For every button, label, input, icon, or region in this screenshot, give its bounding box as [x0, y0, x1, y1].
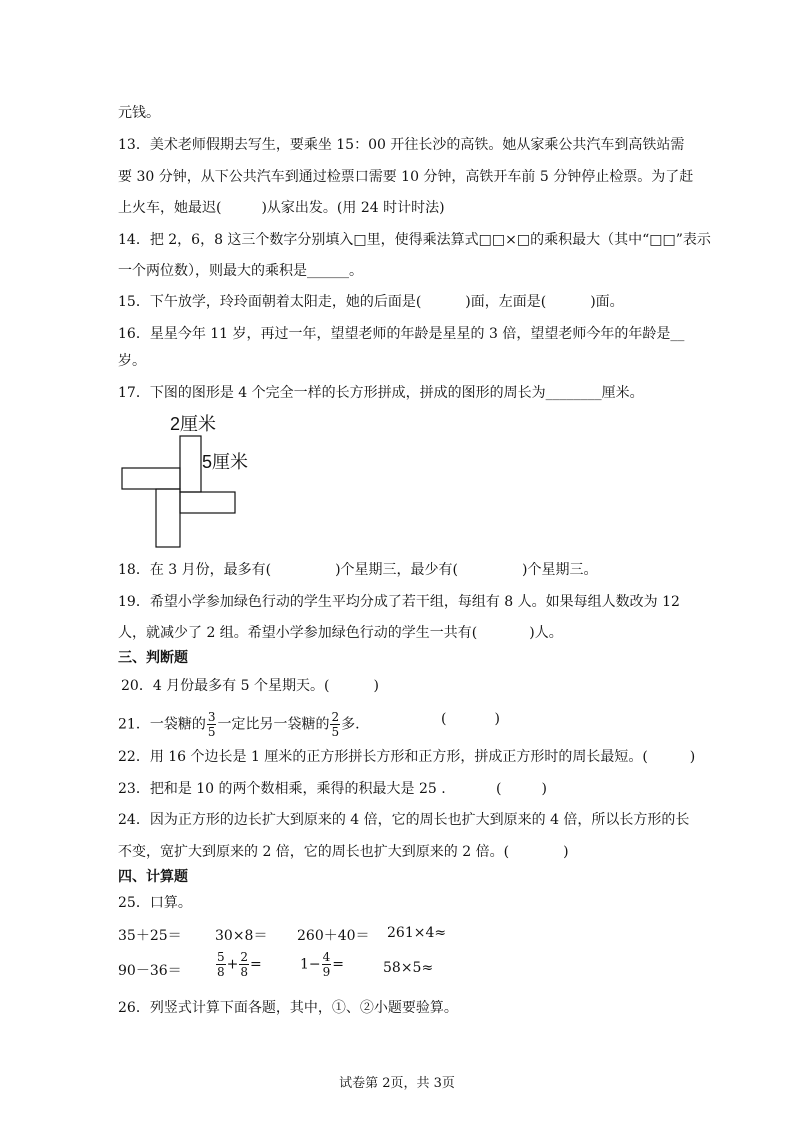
q20-text: 20．4 月份最多有 5 个星期天。( — [121, 678, 330, 694]
page-footer: 试卷第 2页，共 3页 — [339, 1076, 455, 1091]
q14-text-end: 。 — [349, 263, 363, 279]
question-21 — [118, 710, 360, 739]
answer-blank[interactable]: ________ — [545, 385, 602, 401]
label-width: 2厘米 — [170, 414, 217, 434]
q24-text: 不变，宽扩大到原来的 2 倍，它的周长也扩大到原来的 2 倍。( — [118, 844, 510, 860]
q16-text: 16．星星今年 11 岁，再过一年，望望老师的年龄是星星的 3 倍，望望老师今年的年龄是 — [118, 326, 671, 342]
q13-text: 上火车，她最迟( — [118, 200, 222, 216]
q15-text: 15．下午放学，玲玲面朝着太阳走，她的后面是( — [118, 294, 422, 310]
q18-text-mid: )个星期三，最少有( — [335, 562, 459, 578]
question-13-line-1: 13．美术老师假期去写生，要乘坐 15：00 开往长沙的高铁。她从家乘公共汽车到高铁站需 — [118, 137, 685, 153]
answer-blank[interactable]: ______ — [307, 263, 349, 279]
rect-bottom — [156, 489, 180, 547]
fraction-2-5: $\frac{2}{5}$ — [331, 710, 340, 739]
rect-right — [180, 492, 235, 513]
question-26: 26．列竖式计算下面各题，其中，①、②小题要验算。 — [118, 1000, 458, 1016]
section-3-heading: 三、判断题 — [118, 650, 188, 666]
q19-text: 人，就减少了 2 组。希望小学参加绿色行动的学生一共有( — [118, 625, 478, 641]
question-24-line-2 — [118, 843, 569, 861]
q14-text: 一个两位数），则最大的乘积是 — [118, 263, 307, 279]
q15-text-mid: )面，左面是( — [465, 294, 547, 310]
question-15 — [118, 293, 624, 311]
q18-text: 18．在 3 月份，最多有( — [118, 562, 272, 578]
q19-text-end: )人。 — [529, 625, 563, 641]
q17-text-end: 厘米。 — [601, 385, 644, 401]
label-length: 5厘米 — [202, 452, 249, 472]
calc-item: 30×8＝ — [215, 928, 268, 944]
q23-paren[interactable]: ( ) — [496, 781, 547, 797]
question-20 — [121, 677, 379, 695]
calc-item-fraction-diff: 1− $\frac{4}{9}$ = — [300, 950, 345, 979]
q22-close: ) — [689, 749, 696, 765]
question-14-line-2 — [118, 262, 363, 280]
question-16-line-2: 岁。 — [118, 353, 146, 369]
rect-top — [180, 436, 201, 492]
question-13-line-3 — [118, 199, 445, 217]
fraction-3-5: $\frac{3}{5}$ — [207, 710, 216, 739]
question-25: 25．口算。 — [118, 895, 192, 911]
q21-text-end: 多. — [341, 716, 360, 733]
calc-item: 261×4≈ — [387, 925, 447, 941]
question-22 — [118, 748, 695, 766]
calc-item: 58×5≈ — [383, 960, 434, 976]
q22-text: 22．用 16 个边长是 1 厘米的正方形拼长方形和正方形，拼成正方形时的周长最短。( — [118, 749, 648, 765]
q17-text: 17．下图的图形是 4 个完全一样的长方形拼成，拼成的图形的周长为 — [118, 385, 546, 401]
question-14-line-1: 14．把 2，6，8 这三个数字分别填入□里，使得乘法算式□□×□的乘积最大（其中“□□”表示 — [118, 232, 711, 248]
question-16-line-1 — [118, 325, 684, 343]
question-19-line-1: 19．希望小学参加绿色行动的学生平均分成了若干组，每组有 8 人。如果每组人数改为 12 — [118, 594, 680, 610]
answer-blank[interactable]: __ — [670, 326, 685, 342]
section-4-heading: 四、计算题 — [118, 869, 188, 885]
fraction-5-8: $\frac{5}{8}$ — [217, 950, 225, 979]
q20-close: ) — [373, 678, 379, 694]
q24-close: ) — [563, 844, 569, 860]
question-13-line-2: 要 30 分钟，从下公共汽车到通过检票口需要 10 分钟，高铁开车前 5 分钟停止检票。为了赶 — [118, 169, 694, 185]
question-19-line-2 — [118, 624, 563, 642]
calc-item: 90－36＝ — [118, 963, 182, 979]
calc-item: 35＋25＝ — [118, 928, 182, 944]
question-24-line-1: 24．因为正方形的边长扩大到原来的 4 倍，它的周长也扩大到原来的 4 倍，所以长方形的长 — [118, 812, 690, 828]
rectangles-figure — [118, 408, 258, 550]
question-17 — [118, 384, 644, 402]
calc-item-fraction-sum: $\frac{5}{8}$ + $\frac{2}{8}$ = — [217, 950, 262, 979]
q21-text-mid: 一定比另一袋糖的 — [217, 716, 330, 733]
q13-text-end: )从家出发。(用 24 时计时法) — [261, 200, 445, 216]
fraction-4-9: $\frac{4}{9}$ — [322, 950, 331, 979]
text-line: 元钱。 — [118, 105, 160, 121]
question-23: 23．把和是 10 的两个数相乘，乘得的积最大是 25 . — [118, 781, 446, 797]
q21-text: 21．一袋糖的 — [118, 716, 206, 733]
question-18 — [118, 561, 598, 579]
q18-text-end: )个星期三。 — [522, 562, 598, 578]
rect-left — [122, 468, 180, 489]
calc-item: 260＋40＝ — [297, 928, 370, 944]
q21-paren[interactable]: ( ) — [441, 711, 500, 727]
q15-text-end: )面。 — [590, 294, 624, 310]
fraction-2-8: $\frac{2}{8}$ — [240, 950, 249, 979]
